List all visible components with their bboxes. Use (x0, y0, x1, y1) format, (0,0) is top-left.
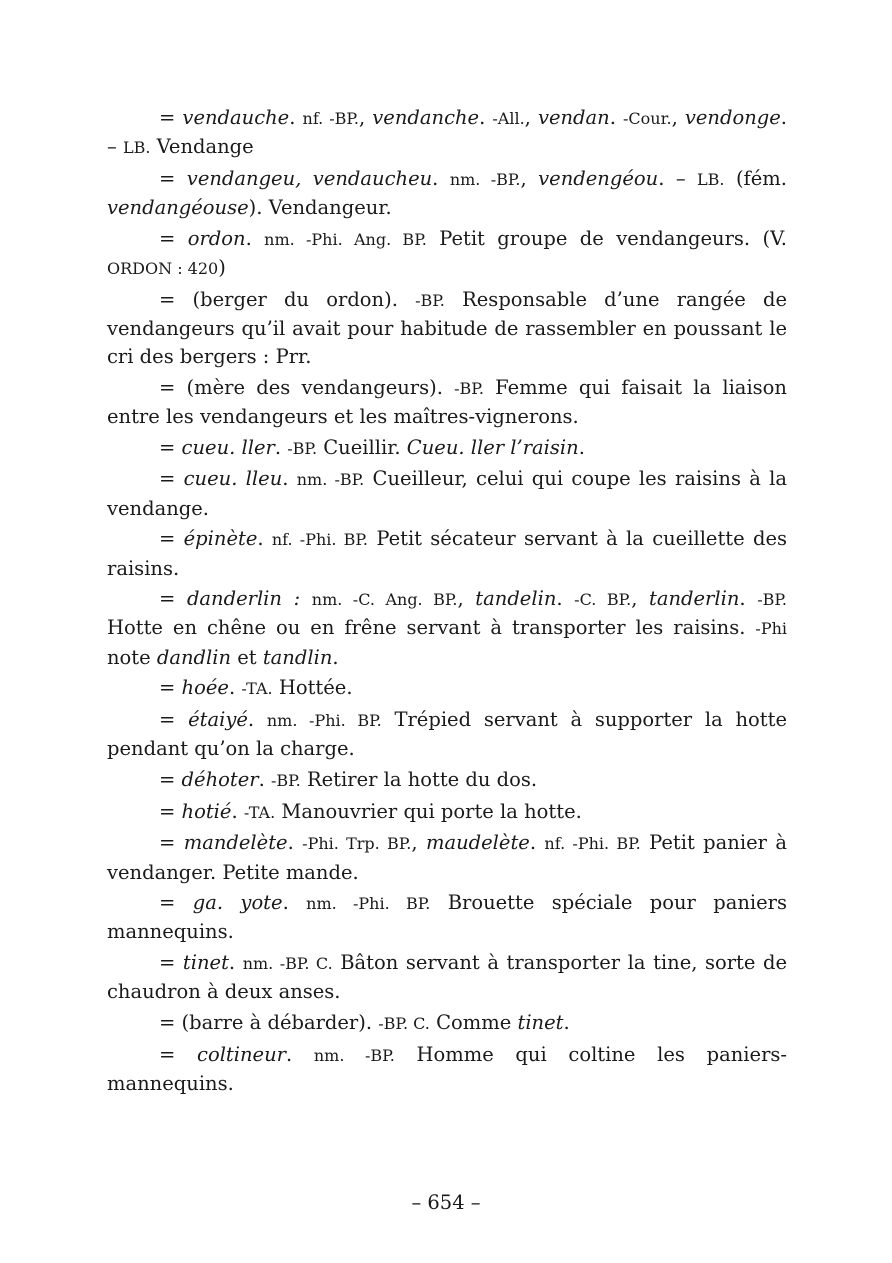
headword: cueu. lleu (183, 467, 283, 491)
headword: tandelin (475, 587, 557, 611)
entry-text: . (578, 435, 585, 459)
abbreviation: -BP. (757, 590, 787, 610)
entry-text: note (107, 645, 157, 669)
entry-text: = (berger du ordon). (159, 287, 416, 311)
dictionary-entry (107, 949, 787, 1006)
headword: vendengéou (538, 166, 659, 190)
entry-text: = (159, 435, 182, 459)
entry-text: Vendange (150, 135, 254, 159)
dictionary-entry (107, 766, 787, 795)
entry-text: . (332, 645, 339, 669)
headword: maudelète (425, 831, 530, 855)
entry-text: Manouvrier qui porte la hotte. (275, 799, 582, 823)
entry-text: Retirer la hotte du dos. (300, 767, 538, 791)
abbreviation: -All. (492, 109, 525, 128)
entry-text: . (289, 106, 303, 129)
entry-text: Trépied servant à supporter la hotte pendant qu’on la charge. (107, 708, 787, 761)
entry-text: = (159, 106, 183, 129)
entry-text: Femme qui faisait la liaison entre les vendangeurs et les maîtres-vignerons. (107, 375, 787, 429)
headword: tanderlin (648, 587, 740, 611)
entry-text: = (159, 166, 187, 190)
entry-text: Homme qui coltine les paniers-mannequins. (107, 1042, 787, 1095)
dictionary-entry (107, 1041, 787, 1098)
entry-text: . (739, 587, 758, 611)
dictionary-entry (107, 165, 787, 222)
entry-text: . (247, 708, 267, 732)
abbreviation: -BP. (270, 770, 301, 790)
entry-text: = (159, 467, 184, 491)
abbreviation: -BP. (287, 438, 318, 458)
abbreviation: nf. -BP. (302, 109, 359, 128)
headword: déhoter (181, 767, 259, 791)
abbreviation: nm. -BP. (449, 169, 521, 189)
headword: vendauche (182, 106, 290, 129)
dictionary-entry (107, 465, 787, 522)
entry-text: . (258, 767, 271, 791)
entry-text: , (411, 831, 426, 855)
entry-text: . (285, 1042, 314, 1066)
entry-text: = (159, 767, 182, 791)
abbreviation: nm. -Phi. BP. (266, 711, 382, 731)
entry-text: . (556, 587, 575, 611)
entry-text: , (359, 106, 373, 129)
entry-text: (fém. (724, 166, 787, 190)
entry-text: = (159, 587, 187, 611)
entry-text: = (barre à débarder). (159, 1011, 379, 1035)
dictionary-entry (107, 374, 787, 431)
abbreviation: nf. -Phi. BP. (544, 834, 641, 854)
headword: ga. yote (192, 891, 283, 915)
entry-text: . – (658, 166, 698, 190)
abbreviation: -BP. (415, 290, 445, 310)
entry-text: . (287, 831, 303, 855)
entry-text: Brouette spéciale pour paniers mannequins. (107, 891, 788, 944)
entry-text: Cueilleur, celui qui coupe les raisins à la vendange. (107, 467, 787, 520)
headword: vendanche (372, 106, 480, 129)
abbreviation: -C. BP. (574, 590, 632, 610)
abbreviation: -Phi. Trp. BP. (302, 834, 412, 854)
entry-text: Petit groupe de vendangeurs. (V. (426, 226, 787, 250)
entry-text: = (159, 1042, 198, 1066)
headword: vendangéouse (107, 196, 249, 220)
entry-text: . (245, 226, 265, 250)
headword: épinète (183, 527, 258, 551)
dictionary-entry (107, 1009, 787, 1038)
headword: vendangeu, vendaucheu (186, 166, 433, 190)
headword: hotié (181, 799, 232, 823)
abbreviation: LB. (122, 138, 151, 158)
entry-text: . (609, 106, 624, 129)
entry-text: , (524, 106, 538, 129)
dictionary-entry (107, 798, 787, 827)
dictionary-entry (107, 104, 787, 162)
headword: ordon (187, 226, 246, 250)
entry-text: = (159, 831, 184, 855)
abbreviation: ORDON : 420 (107, 259, 219, 279)
entry-text: , (671, 106, 685, 129)
entry-text: = (159, 708, 189, 732)
entry-text: . (432, 166, 450, 190)
entry-text: . (274, 435, 288, 459)
dictionary-entry (107, 286, 787, 372)
entry-text: Petit panier à vendanger. Petite mande. (107, 831, 787, 884)
entry-text: . (563, 1011, 570, 1035)
headword: coltineur (197, 1042, 286, 1066)
page-number: – 654 – (411, 1191, 481, 1214)
abbreviation: nm. -Phi. Ang. BP. (264, 229, 427, 249)
dictionary-entry (107, 829, 787, 886)
entry-text: = (159, 226, 188, 250)
entry-text: . (231, 799, 244, 823)
headword: tinet (182, 951, 229, 975)
entry-text: Responsable d’une rangée de vendangeurs qu’il avait pour habitude de rassembler en poussant le cri des bergers : Prr. (107, 287, 787, 369)
entry-text: Petit sécateur servant à la cueillette des raisins. (107, 527, 788, 580)
dictionary-entry (107, 706, 787, 763)
entry-text: . (228, 676, 242, 700)
headword: cueu. ller (181, 435, 275, 459)
dictionary-page-body (107, 104, 787, 1101)
abbreviation: -BP. (454, 378, 484, 398)
headword: dandlin (156, 645, 232, 669)
abbreviation: -TA. (243, 802, 276, 822)
entry-text: Cueillir. (317, 435, 407, 459)
dictionary-entry (107, 585, 787, 672)
abbreviation: -TA. (241, 679, 273, 699)
abbreviation: nm. -BP. (313, 1045, 395, 1065)
abbreviation: nm. -BP. (296, 470, 365, 490)
entry-text: Hottée. (272, 676, 353, 700)
dictionary-entry (107, 434, 787, 463)
headword: tinet (517, 1011, 564, 1035)
entry-text: . – (107, 106, 787, 159)
abbreviation: -BP. C. (378, 1014, 430, 1034)
abbreviation: nf. -Phi. BP. (271, 530, 369, 550)
entry-text: = (159, 676, 182, 700)
entry-text: = (159, 799, 182, 823)
dictionary-entry (107, 525, 787, 582)
abbreviation: nm. -Phi. BP. (306, 894, 431, 914)
abbreviation: LB. (697, 169, 725, 189)
headword: tandlin (262, 645, 333, 669)
abbreviation: nm. -BP. C. (242, 954, 333, 974)
entry-text: . (529, 831, 545, 855)
entry-text: = (159, 951, 183, 975)
entry-text: . (282, 891, 307, 915)
headword: vendan (537, 106, 610, 129)
entry-text: ) (218, 256, 226, 280)
entry-text (300, 587, 312, 610)
abbreviation: -Phi (755, 619, 787, 639)
headword: mandelète (183, 831, 288, 855)
entry-text: = (159, 891, 193, 915)
entry-text: et (231, 645, 263, 669)
entry-text: Comme (429, 1011, 518, 1035)
entry-text: = (mère des vendangeurs). (159, 375, 455, 399)
entry-text: . (228, 951, 243, 975)
abbreviation: -Cour. (623, 109, 672, 128)
dictionary-entry (107, 674, 787, 703)
entry-text: ). Vendangeur. (248, 196, 392, 220)
headword: hoée (181, 676, 229, 700)
entry-text: = (159, 527, 184, 551)
entry-text: , (631, 587, 649, 611)
headword: Cueu. ller l’raisin (406, 435, 579, 459)
headword: étaiyé (188, 708, 248, 732)
dictionary-entry (107, 225, 787, 283)
entry-text: . (282, 467, 297, 491)
entry-text: , (520, 166, 539, 190)
entry-text: , (457, 587, 476, 611)
entry-text: Hotte en chêne ou en frêne servant à transporter les raisins. (107, 616, 756, 640)
entry-text: Bâton servant à transporter la tine, sorte de chaudron à deux anses. (107, 951, 788, 1004)
entry-text: . (479, 106, 493, 129)
headword: vendonge (684, 106, 781, 129)
dictionary-entry (107, 889, 787, 946)
abbreviation: nm. -C. Ang. BP. (311, 590, 458, 610)
entry-text: . (257, 527, 272, 551)
headword: danderlin : (186, 587, 301, 611)
